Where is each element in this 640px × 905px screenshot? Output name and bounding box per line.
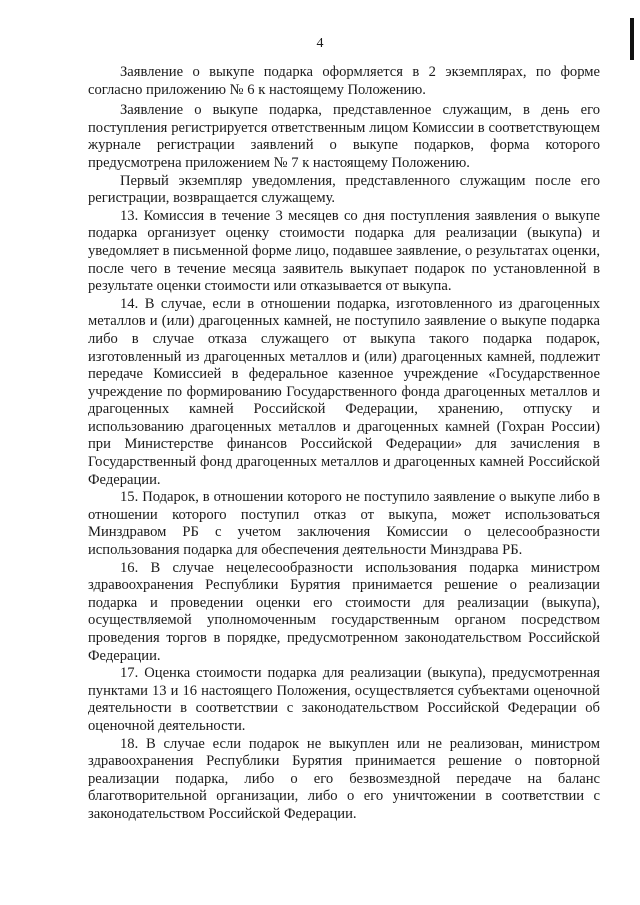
paragraph-application-form: Заявление о выкупе подарка оформляется в 2 экземплярах, по форме согласно приложению № 6 к настоящему Положению. xyxy=(88,64,600,98)
paragraph-14: 14. В случае, если в отношении подарка, изготовленного из драгоценных металлов и (или) драгоценных камней, не поступило заявление о выкупе подарка либо в случае отказа служащего от выкупа такого подарка подарок, изготовленный из драгоценных металлов и (или) драгоценных камней, подлежит передаче Комиссией в федеральное казенное учреждение «Государственное учреждение по формированию Государственного фонда драгоценных металлов и драгоценных камней Российской Федерации, хранению, отпуску и использованию драгоценных металлов и драгоценных камней (Гохран России) при Министерстве финансов Российской Федерации» для зачисления в Государственный фонд драгоценных металлов и драгоценных камней Российской Федерации. xyxy=(88,295,600,488)
paragraph-15: 15. Подарок, в отношении которого не поступило заявление о выкупе либо в отношении которого поступил отказ от выкупа, может использоваться Минздравом РБ с учетом заключения Комиссии о целесообразности использования подарка для обеспечения деятельности Минздрава РБ. xyxy=(88,489,600,559)
paragraph-18: 18. В случае если подарок не выкуплен или не реализован, министром здравоохранения Республики Бурятия принимается решение о повторной реализации подарка, либо о его безвозмездной передаче на баланс благотворительной организации, либо о его уничтожении в соответствии с законодательством Российской Федерации. xyxy=(88,735,600,822)
page-number: 4 xyxy=(316,36,324,51)
paragraph-first-copy: Первый экземпляр уведомления, представленного служащим после его регистрации, возвращается служащему. xyxy=(88,172,600,207)
paragraph-13: 13. Комиссия в течение 3 месяцев со дня поступления заявления о выкупе подарка организует оценку стоимости подарка для реализации (выкупа) и уведомляет в письменной форме лицо, подавшее заявление, о результатах оценки, после чего в течение месяца заявитель выкупает подарок по установленной в результате оценки стоимости или отказывается от выкупа. xyxy=(88,207,600,295)
paragraph-application-registration: Заявление о выкупе подарка, представленное служащим, в день его поступления регистрируется ответственным лицом Комиссии в соответствующем журнале регистрации заявлений о выкупе подарков, форма которого предусмотрена приложением № 7 к настоящему Положению. xyxy=(88,102,600,171)
document-body xyxy=(88,64,600,824)
paragraph-16: 16. В случае нецелесообразности использования подарка министром здравоохранения Республики Бурятия принимается решение о реализации подарка и проведении оценки его стоимости для реализации (выкупа), осуществляемой уполномоченным государственным органом посредством проведения торгов в порядке, предусмотренном законодательством Российской Федерации. xyxy=(88,559,600,664)
paragraph-17: 17. Оценка стоимости подарка для реализации (выкупа), предусмотренная пунктами 13 и 16 настоящего Положения, осуществляется субъектами оценочной деятельности в соответствии с законодательством Российской Федерации об оценочной деятельности. xyxy=(88,665,600,734)
